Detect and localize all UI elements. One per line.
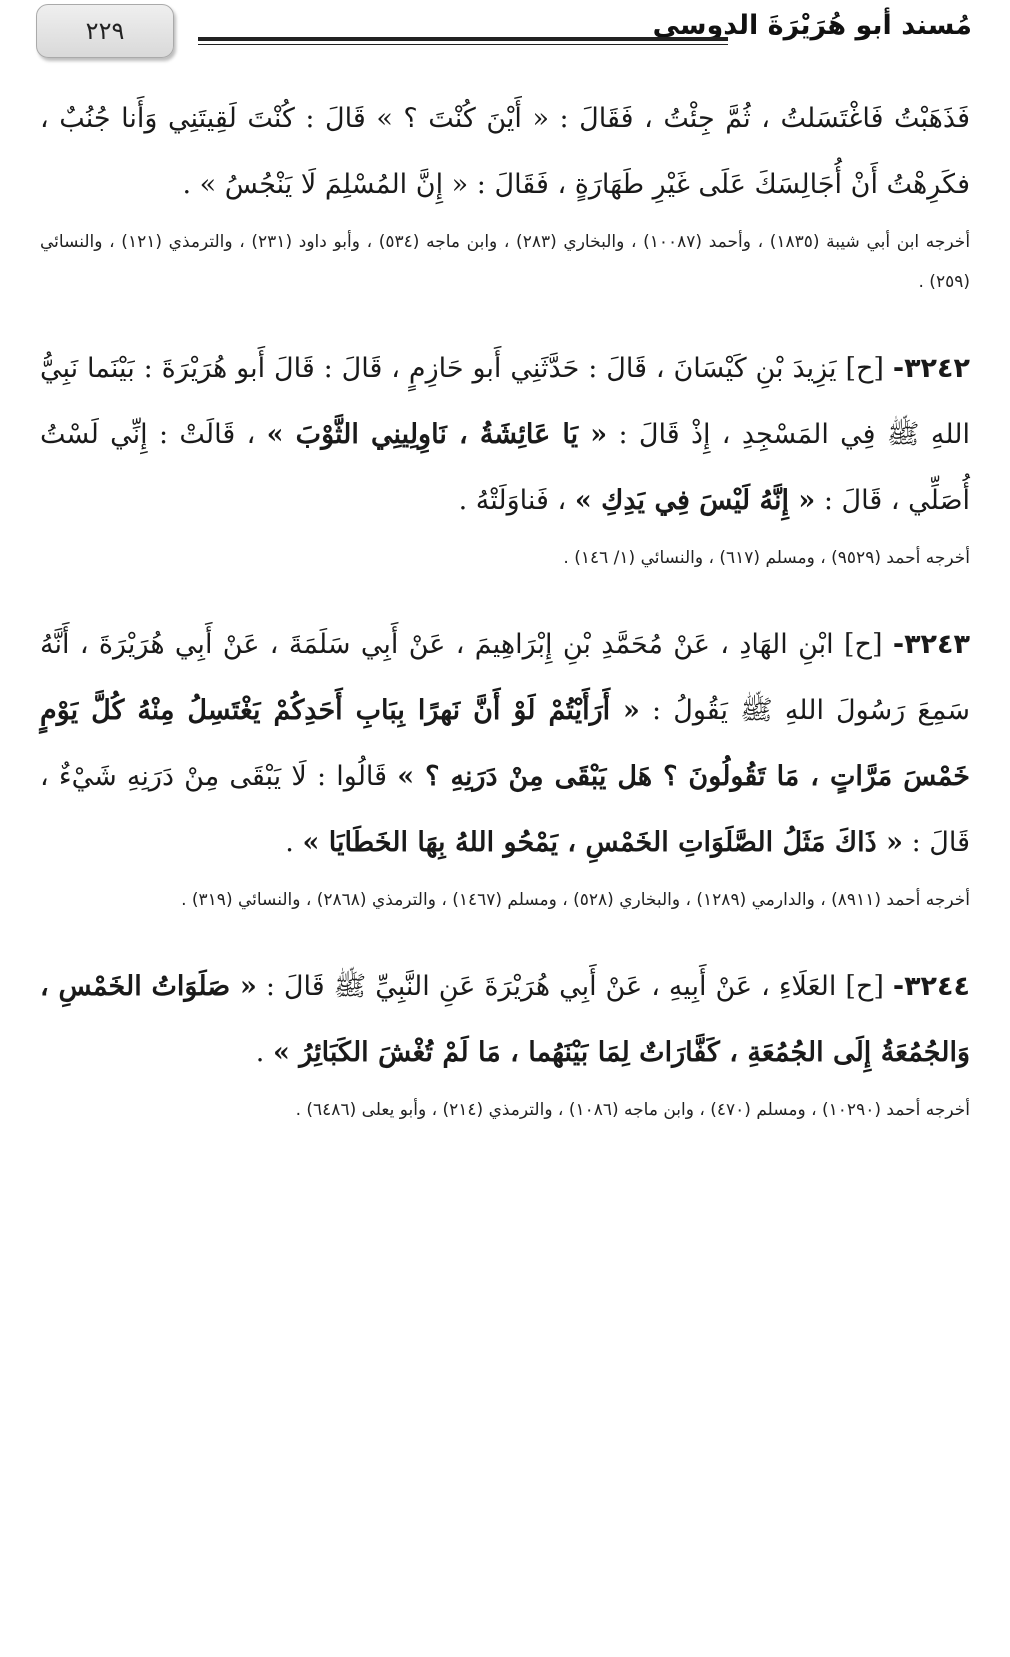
takhrij-note: أخرجه ابن أبي شيبة (١٨٣٥) ، وأحمد (١٠٠٨٧) ، والبخاري (٢٨٣) ، وابن ماجه (٥٣٤) ، وأبو داود (٢٣١) ، والترمذي (١٢١) ، والنسائي (٢٥٩) . bbox=[40, 232, 971, 292]
hadith-text bbox=[40, 612, 970, 876]
hadith-isnad: [ح] يَزِيدَ بْنِ كَيْسَانَ ، قَالَ : حَدَّثَنِي أَبو حَازِمٍ ، قَالَ : قَالَ أَبو هُرَيْرَةَ : بَيْنَما نَبِيُّ اللهِ ﷺ فِي المَسْجِدِ ، إِذْ قَالَ : bbox=[40, 353, 970, 450]
hadith-quote: « أَرَأَيْتُمْ لَوْ أَنَّ نَهرًا بِبَابِ أَحَدِكُمْ يَغْتَسِلُ مِنْهُ كُلَّ يَوْمٍ خَمْسَ مَرَّاتٍ ، مَا تَقُولُونَ ؟ هَل يَبْقَى مِنْ دَرَنِهِ ؟ » bbox=[40, 695, 970, 792]
takhrij-note: أخرجه أحمد (١٠٢٩٠) ، ومسلم (٤٧٠) ، وابن ماجه (١٠٨٦) ، والترمذي (٢١٤) ، وأبو يعلى (٦٤٨٦) . bbox=[295, 1100, 970, 1120]
hadith-middle: ، قَالَتْ : إِنِّي لَسْتُ أُصَلِّي ، قَالَ : bbox=[40, 419, 970, 516]
hadith-text bbox=[40, 336, 970, 534]
header-rule bbox=[198, 37, 728, 41]
hadith-continuation bbox=[40, 86, 970, 302]
hadith-isnad: [ح] العَلَاءِ ، عَنْ أَبِيهِ ، عَنْ أَبِي هُرَيْرَةَ عَنِ النَّبِيِّ ﷺ قَالَ : bbox=[256, 971, 884, 1002]
hadith-number: ٣٢٤٣- bbox=[892, 629, 970, 660]
hadith-quote: « يَا عَائِشَةُ ، نَاوِلِينِي الثَّوْبَ » bbox=[266, 419, 608, 450]
hadith-text bbox=[40, 86, 970, 218]
hadith-quote: « إِنَّهُ لَيْسَ فِي يَدِكِ » bbox=[574, 485, 816, 516]
hadith-text bbox=[40, 954, 970, 1086]
hadith-ending: ، فَناوَلَتْهُ . bbox=[458, 485, 575, 516]
hadith-number: ٣٢٤٤- bbox=[892, 971, 970, 1002]
page-number: ٢٢٩ bbox=[36, 4, 174, 58]
hadith-entry bbox=[40, 954, 970, 1130]
hadith-ending: . bbox=[255, 1037, 273, 1068]
page-content bbox=[40, 86, 970, 1130]
hadith-ending: . bbox=[285, 827, 303, 858]
hadith-continuation-text: فَذَهَبْتُ فَاغْتَسَلتُ ، ثُمَّ جِئْتُ ، فَقَالَ : « أَيْنَ كُنْتَ ؟ » قَالَ : كُنْتَ لَقِيتَنِي وَأَنا جُنُبٌ ، فكَرِهْتُ أَنْ أُجَالِسَكَ عَلَى غَيْرِ طَهَارَةٍ ، فَقَالَ : « إِنَّ المُسْلِمَ لَا يَنْجُسُ » . bbox=[40, 103, 970, 200]
hadith-quote: « ذَاكَ مَثَلُ الصَّلَوَاتِ الخَمْسِ ، يَمْحُو اللهُ بِهَا الخَطَايَا » bbox=[302, 827, 903, 858]
hadith-entry bbox=[40, 612, 970, 920]
hadith-entry bbox=[40, 336, 970, 578]
running-title: مُسند أبو هُرَيْرَةَ الدوسي bbox=[652, 10, 972, 41]
hadith-number: ٣٢٤٢- bbox=[892, 353, 970, 384]
hadith-middle: قَالُوا : لَا يَبْقَى مِنْ دَرَنِهِ شَيْءٌ ، قَالَ : bbox=[40, 761, 970, 858]
hadith-isnad: [ح] ابْنِ الهَادِ ، عَنْ مُحَمَّدِ بْنِ إِبْرَاهِيمَ ، عَنْ أَبِي سَلَمَةَ ، عَنْ أَبِي هُرَيْرَةَ ، أَنَّهُ سَمِعَ رَسُولَ اللهِ ﷺ يَقُولُ : bbox=[40, 629, 970, 726]
takhrij-note: أخرجه أحمد (٨٩١١) ، والدارمي (١٢٨٩) ، والبخاري (٥٢٨) ، ومسلم (١٤٦٧) ، والترمذي (٢٨٦٨) ، والنسائي (٣١٩) . bbox=[181, 890, 970, 910]
page-header bbox=[36, 0, 972, 66]
takhrij-note: أخرجه أحمد (٩٥٢٩) ، ومسلم (٦١٧) ، والنسائي (١/ ١٤٦) . bbox=[563, 548, 970, 568]
hadith-quote: « صَلَوَاتُ الخَمْسِ ، وَالجُمُعَةُ إِلَى الجُمُعَةِ ، كَفَّارَاتٌ لِمَا بَيْنَهُما ، مَا لَمْ تُغْشَ الكَبَائِرُ » bbox=[40, 971, 970, 1068]
